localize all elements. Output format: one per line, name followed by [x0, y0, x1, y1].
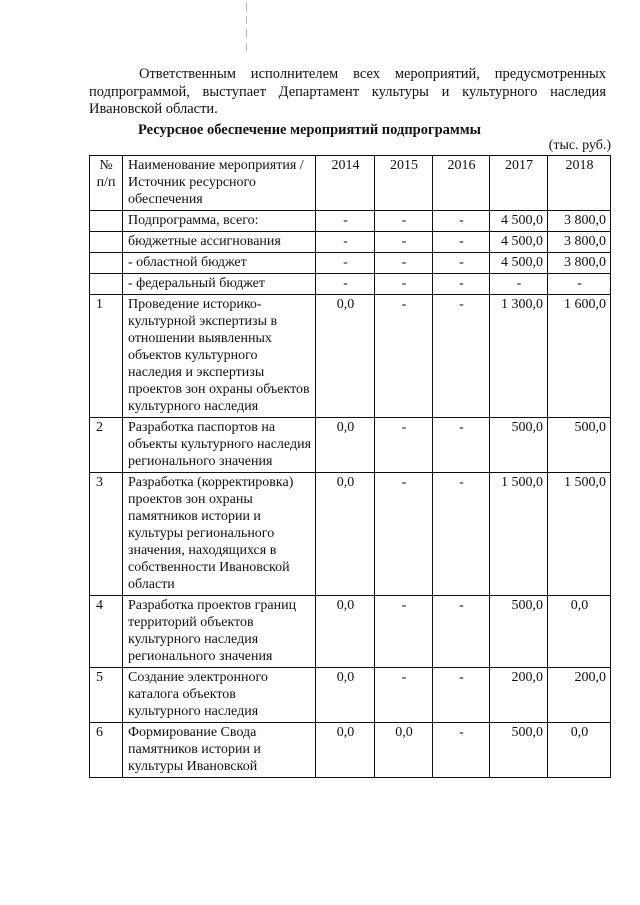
table-cell-value: 3 800,0 [548, 211, 611, 232]
table-cell-value: - [433, 418, 490, 473]
table-cell-value: - [316, 232, 375, 253]
table-cell-name: Разработка паспортов на объекты культурного наследия регионального значения [123, 418, 316, 473]
summary-row-budget [90, 232, 611, 253]
activity-row-3 [90, 473, 611, 596]
table-cell-value: 1 600,0 [548, 295, 611, 418]
header-name [123, 156, 316, 211]
table-cell-value: - [316, 274, 375, 295]
table-cell-value: 0,0 [548, 596, 611, 668]
intro-text: Ответственным исполнителем всех мероприятий, предусмотренных подпрограммой, выступает Департамент культуры и культурного наследия Ивановской области. [89, 66, 606, 117]
table-cell-num: 4 [90, 596, 123, 668]
table-cell-value: 1 500,0 [548, 473, 611, 596]
table-cell-value: - [433, 232, 490, 253]
table-cell-value: 0,0 [316, 295, 375, 418]
table-cell-value: - [316, 211, 375, 232]
header-year-2014: 2014 [316, 156, 375, 211]
header-year-2015: 2015 [375, 156, 433, 211]
table-cell-value: 0,0 [316, 473, 375, 596]
table-cell-value: - [375, 232, 433, 253]
table-cell-value: 4 500,0 [490, 253, 548, 274]
table-cell-num: 6 [90, 723, 123, 778]
table-cell-num [90, 253, 123, 274]
header-year-2018: 2018 [548, 156, 611, 211]
units-label: (тыс. руб.) [548, 138, 611, 153]
table-cell-value: - [433, 253, 490, 274]
section-heading: Ресурсное обеспечение мероприятий подпрограммы [138, 122, 481, 138]
table-cell-value: 3 800,0 [548, 253, 611, 274]
scan-marks [246, 0, 248, 56]
table-cell-name: Подпрограмма, всего: [123, 211, 316, 232]
table-cell-value: 0,0 [375, 723, 433, 778]
table-cell-value: - [433, 473, 490, 596]
table-cell-value: 500,0 [490, 723, 548, 778]
table-cell-value: - [375, 473, 433, 596]
table-cell-name: Разработка проектов границ территорий объектов культурного наследия регионального значения [123, 596, 316, 668]
table-cell-value: 200,0 [548, 668, 611, 723]
activity-row-6 [90, 723, 611, 778]
table-cell-value: 500,0 [490, 596, 548, 668]
table-cell-num [90, 211, 123, 232]
table-cell-name: Создание электронного каталога объектов культурного наследия [123, 668, 316, 723]
table-cell-num [90, 274, 123, 295]
table-cell-name: Разработка (корректировка) проектов зон охраны памятников истории и культуры регионального значения, находящихся в собственности Ивановской области [123, 473, 316, 596]
activity-row-2 [90, 418, 611, 473]
table-cell-value: - [375, 295, 433, 418]
table-cell-name: Формирование Свода памятников истории и культуры Ивановской [123, 723, 316, 778]
table-cell-value: - [375, 211, 433, 232]
table-cell-num: 1 [90, 295, 123, 418]
activity-row-5 [90, 668, 611, 723]
table-cell-name: - областной бюджет [123, 253, 316, 274]
table-cell-value: 4 500,0 [490, 211, 548, 232]
header-num: № п/п [90, 156, 123, 211]
table-cell-value: - [375, 253, 433, 274]
table-cell-value: 500,0 [490, 418, 548, 473]
table-cell-num: 3 [90, 473, 123, 596]
table-cell-value: - [433, 668, 490, 723]
table-cell-value: - [433, 723, 490, 778]
header-name-line2: Источник ресурсного обеспечения [128, 175, 256, 207]
table-cell-value: - [490, 274, 548, 295]
table-cell-value: 1 300,0 [490, 295, 548, 418]
table-cell-name: Проведение историко-культурной экспертизы в отношении выявленных объектов культурного наследия и экспертизы проектов зон охраны объектов культурного наследия [123, 295, 316, 418]
table-cell-name: бюджетные ассигнования [123, 232, 316, 253]
activity-row-4 [90, 596, 611, 668]
table-cell-value: 3 800,0 [548, 232, 611, 253]
summary-row-federal [90, 274, 611, 295]
table-cell-value: - [548, 274, 611, 295]
table-cell-value: 1 500,0 [490, 473, 548, 596]
table-cell-num: 5 [90, 668, 123, 723]
summary-row-regional [90, 253, 611, 274]
table-cell-value: - [433, 295, 490, 418]
table-cell-value: - [375, 418, 433, 473]
table-cell-value: 0,0 [316, 596, 375, 668]
intro-paragraph [89, 66, 606, 119]
table-cell-value: 0,0 [548, 723, 611, 778]
table-cell-value: - [375, 668, 433, 723]
activity-row-1 [90, 295, 611, 418]
resource-table [89, 155, 611, 778]
table-cell-num: 2 [90, 418, 123, 473]
table-cell-value: 0,0 [316, 418, 375, 473]
table-cell-value: - [433, 211, 490, 232]
table-cell-value: 200,0 [490, 668, 548, 723]
table-cell-value: 500,0 [548, 418, 611, 473]
table-cell-value: - [433, 596, 490, 668]
header-year-2017: 2017 [490, 156, 548, 211]
table-cell-num [90, 232, 123, 253]
header-name-line1: Наименование мероприятия / [128, 158, 304, 173]
summary-row-total [90, 211, 611, 232]
table-cell-value: - [375, 274, 433, 295]
table-header-row [90, 156, 611, 211]
table-cell-value: - [433, 274, 490, 295]
table-cell-value: 0,0 [316, 723, 375, 778]
table-cell-value: 4 500,0 [490, 232, 548, 253]
table-cell-value: - [375, 596, 433, 668]
table-cell-name: - федеральный бюджет [123, 274, 316, 295]
header-year-2016: 2016 [433, 156, 490, 211]
table-cell-value: - [316, 253, 375, 274]
table-cell-value: 0,0 [316, 668, 375, 723]
